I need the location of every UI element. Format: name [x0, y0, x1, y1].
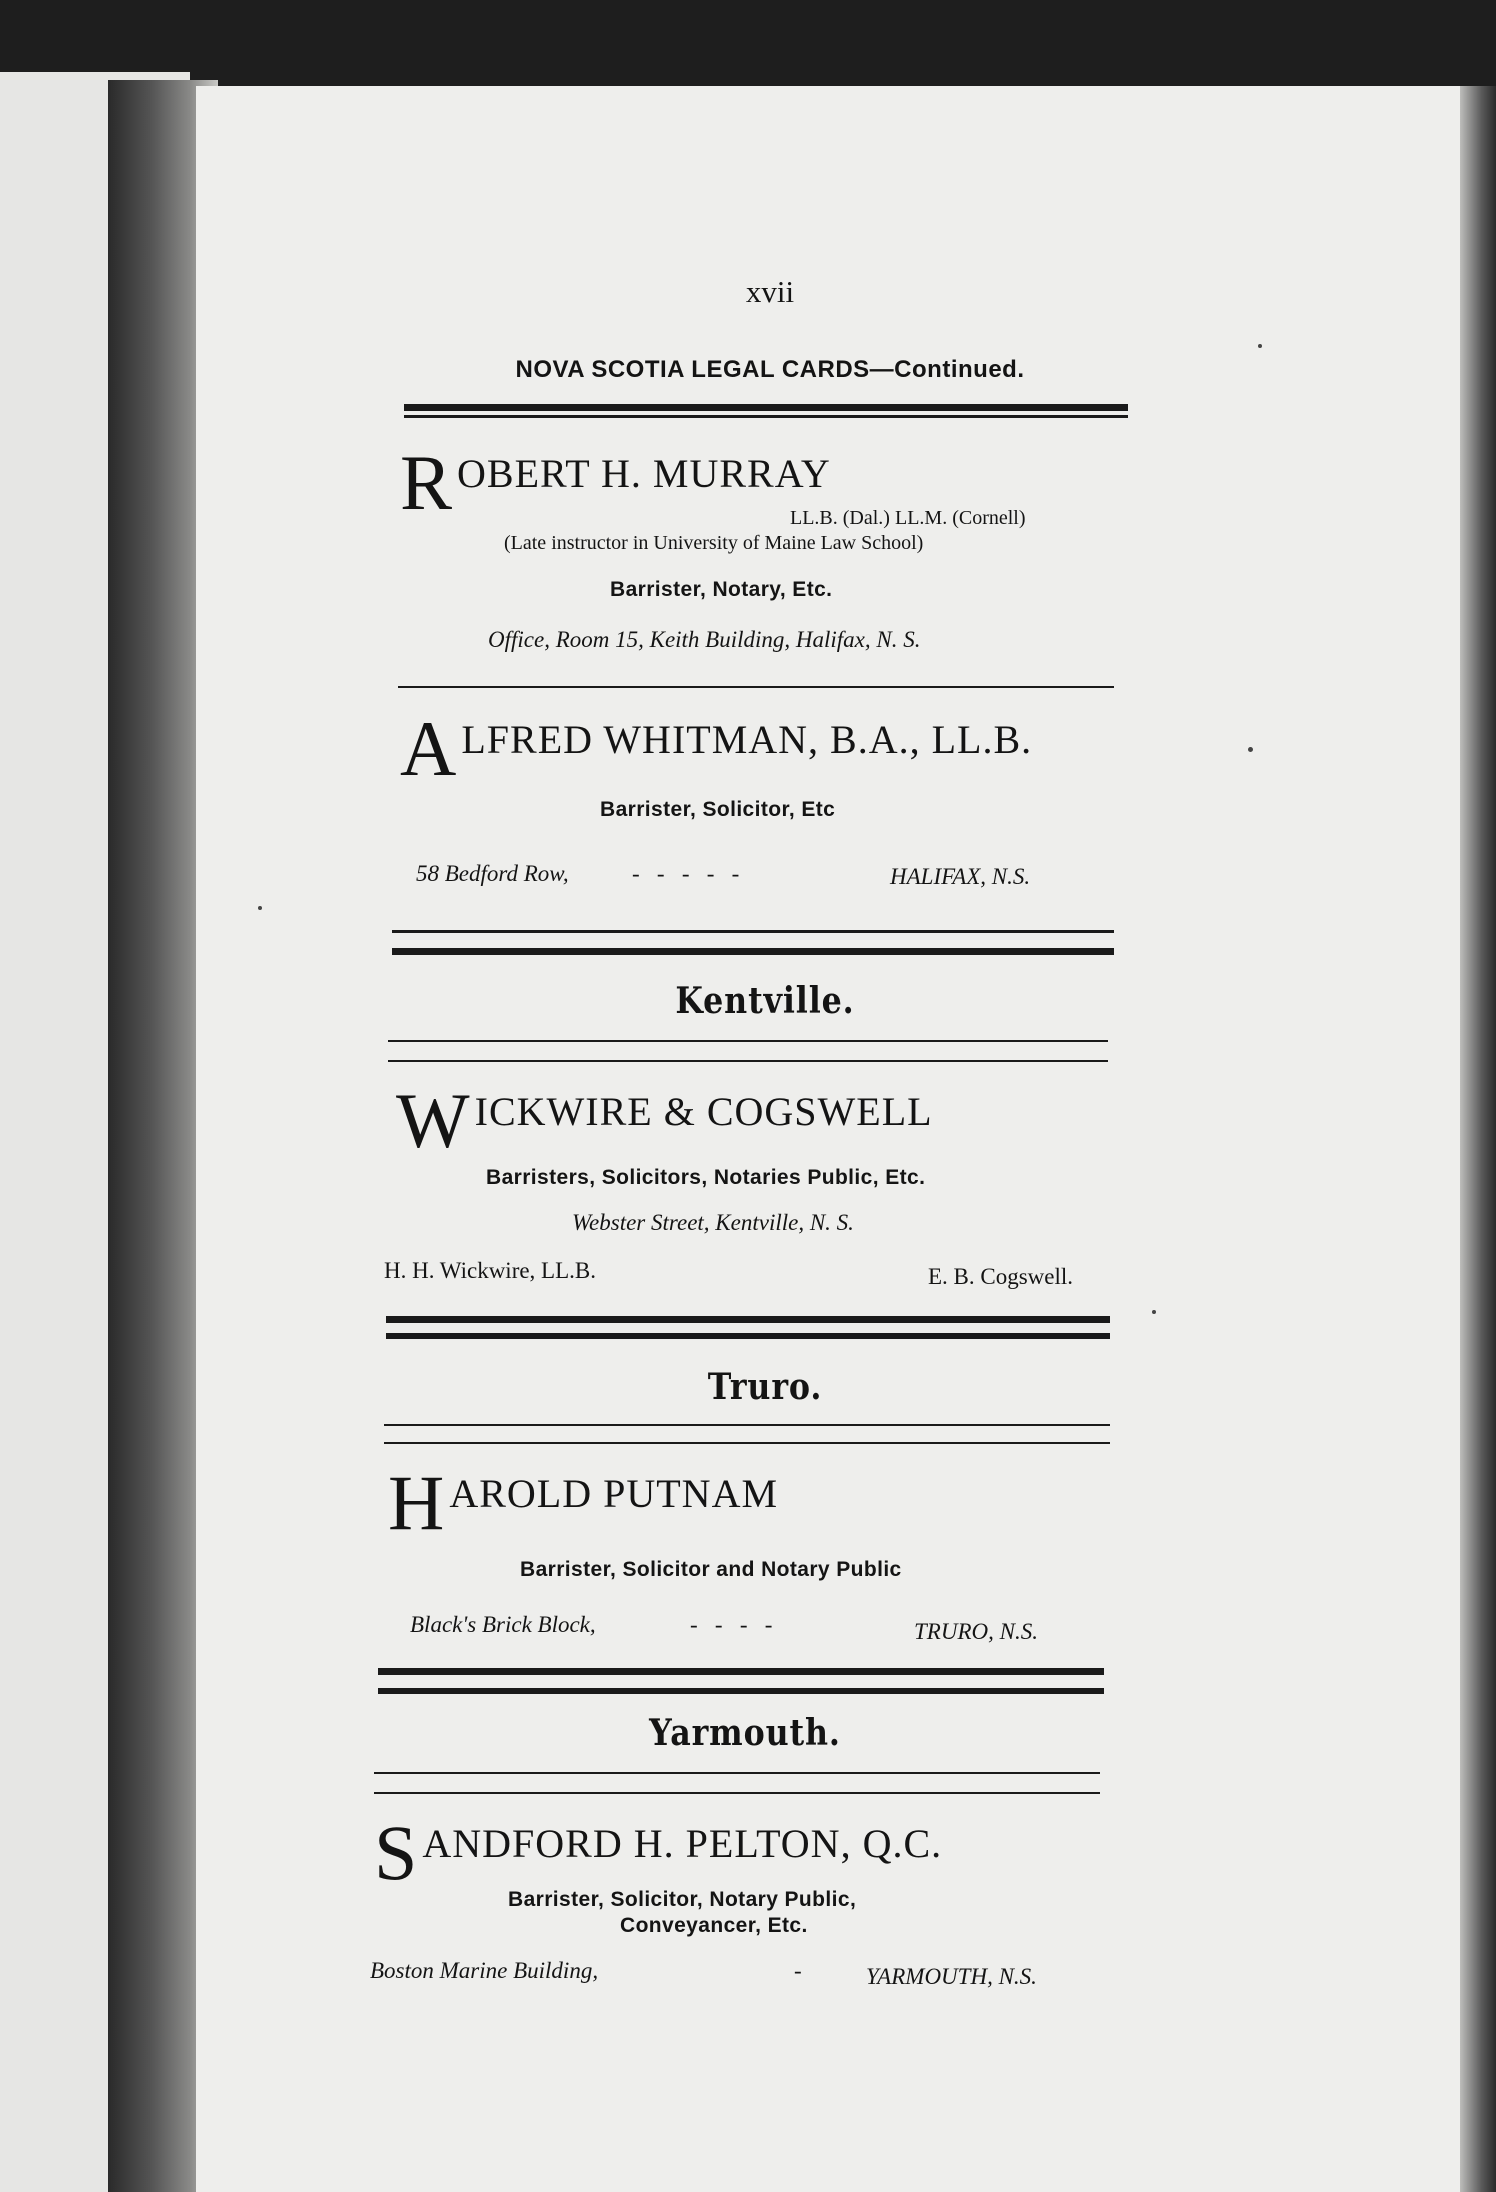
card-role: Barrister, Solicitor, Notary Public, — [508, 1888, 857, 1911]
scan-speck — [1248, 747, 1253, 752]
card-address-left: Black's Brick Block, — [410, 1612, 596, 1637]
card-role: Barrister, Notary, Etc. — [610, 578, 833, 601]
double-rule-thick — [378, 1688, 1104, 1694]
page-number: xvii — [745, 274, 795, 309]
double-rule-thin — [392, 930, 1114, 933]
drop-cap: W — [396, 1077, 471, 1164]
name-rest: ICKWIRE & COGSWELL — [474, 1089, 933, 1134]
double-rule-thick — [386, 1333, 1110, 1339]
scan-speck — [1152, 1310, 1156, 1314]
dot-leader: - - - - — [690, 1612, 773, 1637]
card-address: Webster Street, Kentville, N. S. — [572, 1210, 854, 1235]
double-rule-thick — [404, 404, 1128, 411]
scan-speck — [1258, 344, 1262, 348]
scan-speck — [258, 906, 262, 910]
double-rule-thin — [384, 1424, 1110, 1426]
drop-cap: S — [374, 1809, 419, 1896]
card-address-right: TRURO, N.S. — [914, 1619, 1038, 1644]
card-address: Office, Room 15, Keith Building, Halifax, N. S. — [488, 627, 921, 652]
card-role: Barristers, Solicitors, Notaries Public, Etc. — [486, 1166, 926, 1189]
card-name — [400, 705, 1033, 792]
dot-leader: - — [794, 1958, 802, 1983]
card-address-left: Boston Marine Building, — [370, 1958, 599, 1983]
double-rule-thin — [374, 1772, 1100, 1774]
page-heading: NOVA SCOTIA LEGAL CARDS—Continued. — [515, 356, 1025, 383]
card-name — [396, 1077, 933, 1164]
card-name — [374, 1809, 943, 1896]
town-heading: Yarmouth. — [649, 1712, 841, 1754]
card-degrees: LL.B. (Dal.) LL.M. (Cornell) — [790, 507, 1026, 529]
card-name — [400, 439, 831, 526]
double-rule-thin — [388, 1040, 1108, 1042]
name-rest: AROLD PUTNAM — [449, 1471, 779, 1516]
double-rule-thick — [386, 1316, 1110, 1323]
partner-right: E. B. Cogswell. — [928, 1264, 1074, 1289]
thin-rule — [398, 686, 1114, 688]
card-name — [388, 1459, 779, 1546]
drop-cap: H — [388, 1459, 446, 1546]
card-role: Barrister, Solicitor and Notary Public — [520, 1558, 902, 1581]
drop-cap: R — [400, 439, 454, 526]
card-address-right: YARMOUTH, N.S. — [866, 1964, 1037, 1989]
name-rest: OBERT H. MURRAY — [457, 451, 831, 496]
card-role: Conveyancer, Etc. — [620, 1914, 808, 1937]
name-rest: ANDFORD H. PELTON, Q.C. — [422, 1821, 943, 1866]
double-rule-thin — [374, 1792, 1100, 1794]
dot-leader: - - - - - — [632, 861, 740, 886]
town-heading: Truro. — [707, 1366, 823, 1408]
card-role: Barrister, Solicitor, Etc — [600, 798, 836, 821]
double-rule-thin — [384, 1442, 1110, 1444]
card-address-left: 58 Bedford Row, — [416, 861, 569, 886]
card-address-right: HALIFAX, N.S. — [890, 864, 1031, 889]
double-rule-thick — [392, 948, 1114, 955]
town-heading: Kentville. — [675, 980, 855, 1022]
double-rule-thin — [388, 1060, 1108, 1062]
double-rule-thick — [378, 1668, 1104, 1675]
name-rest: LFRED WHITMAN, B.A., LL.B. — [461, 717, 1033, 762]
right-page-edge — [1460, 86, 1496, 2192]
drop-cap: A — [400, 705, 458, 792]
double-rule-thin — [404, 415, 1128, 418]
card-note: (Late instructor in University of Maine Law School) — [504, 532, 924, 554]
partner-left: H. H. Wickwire, LL.B. — [384, 1258, 596, 1283]
